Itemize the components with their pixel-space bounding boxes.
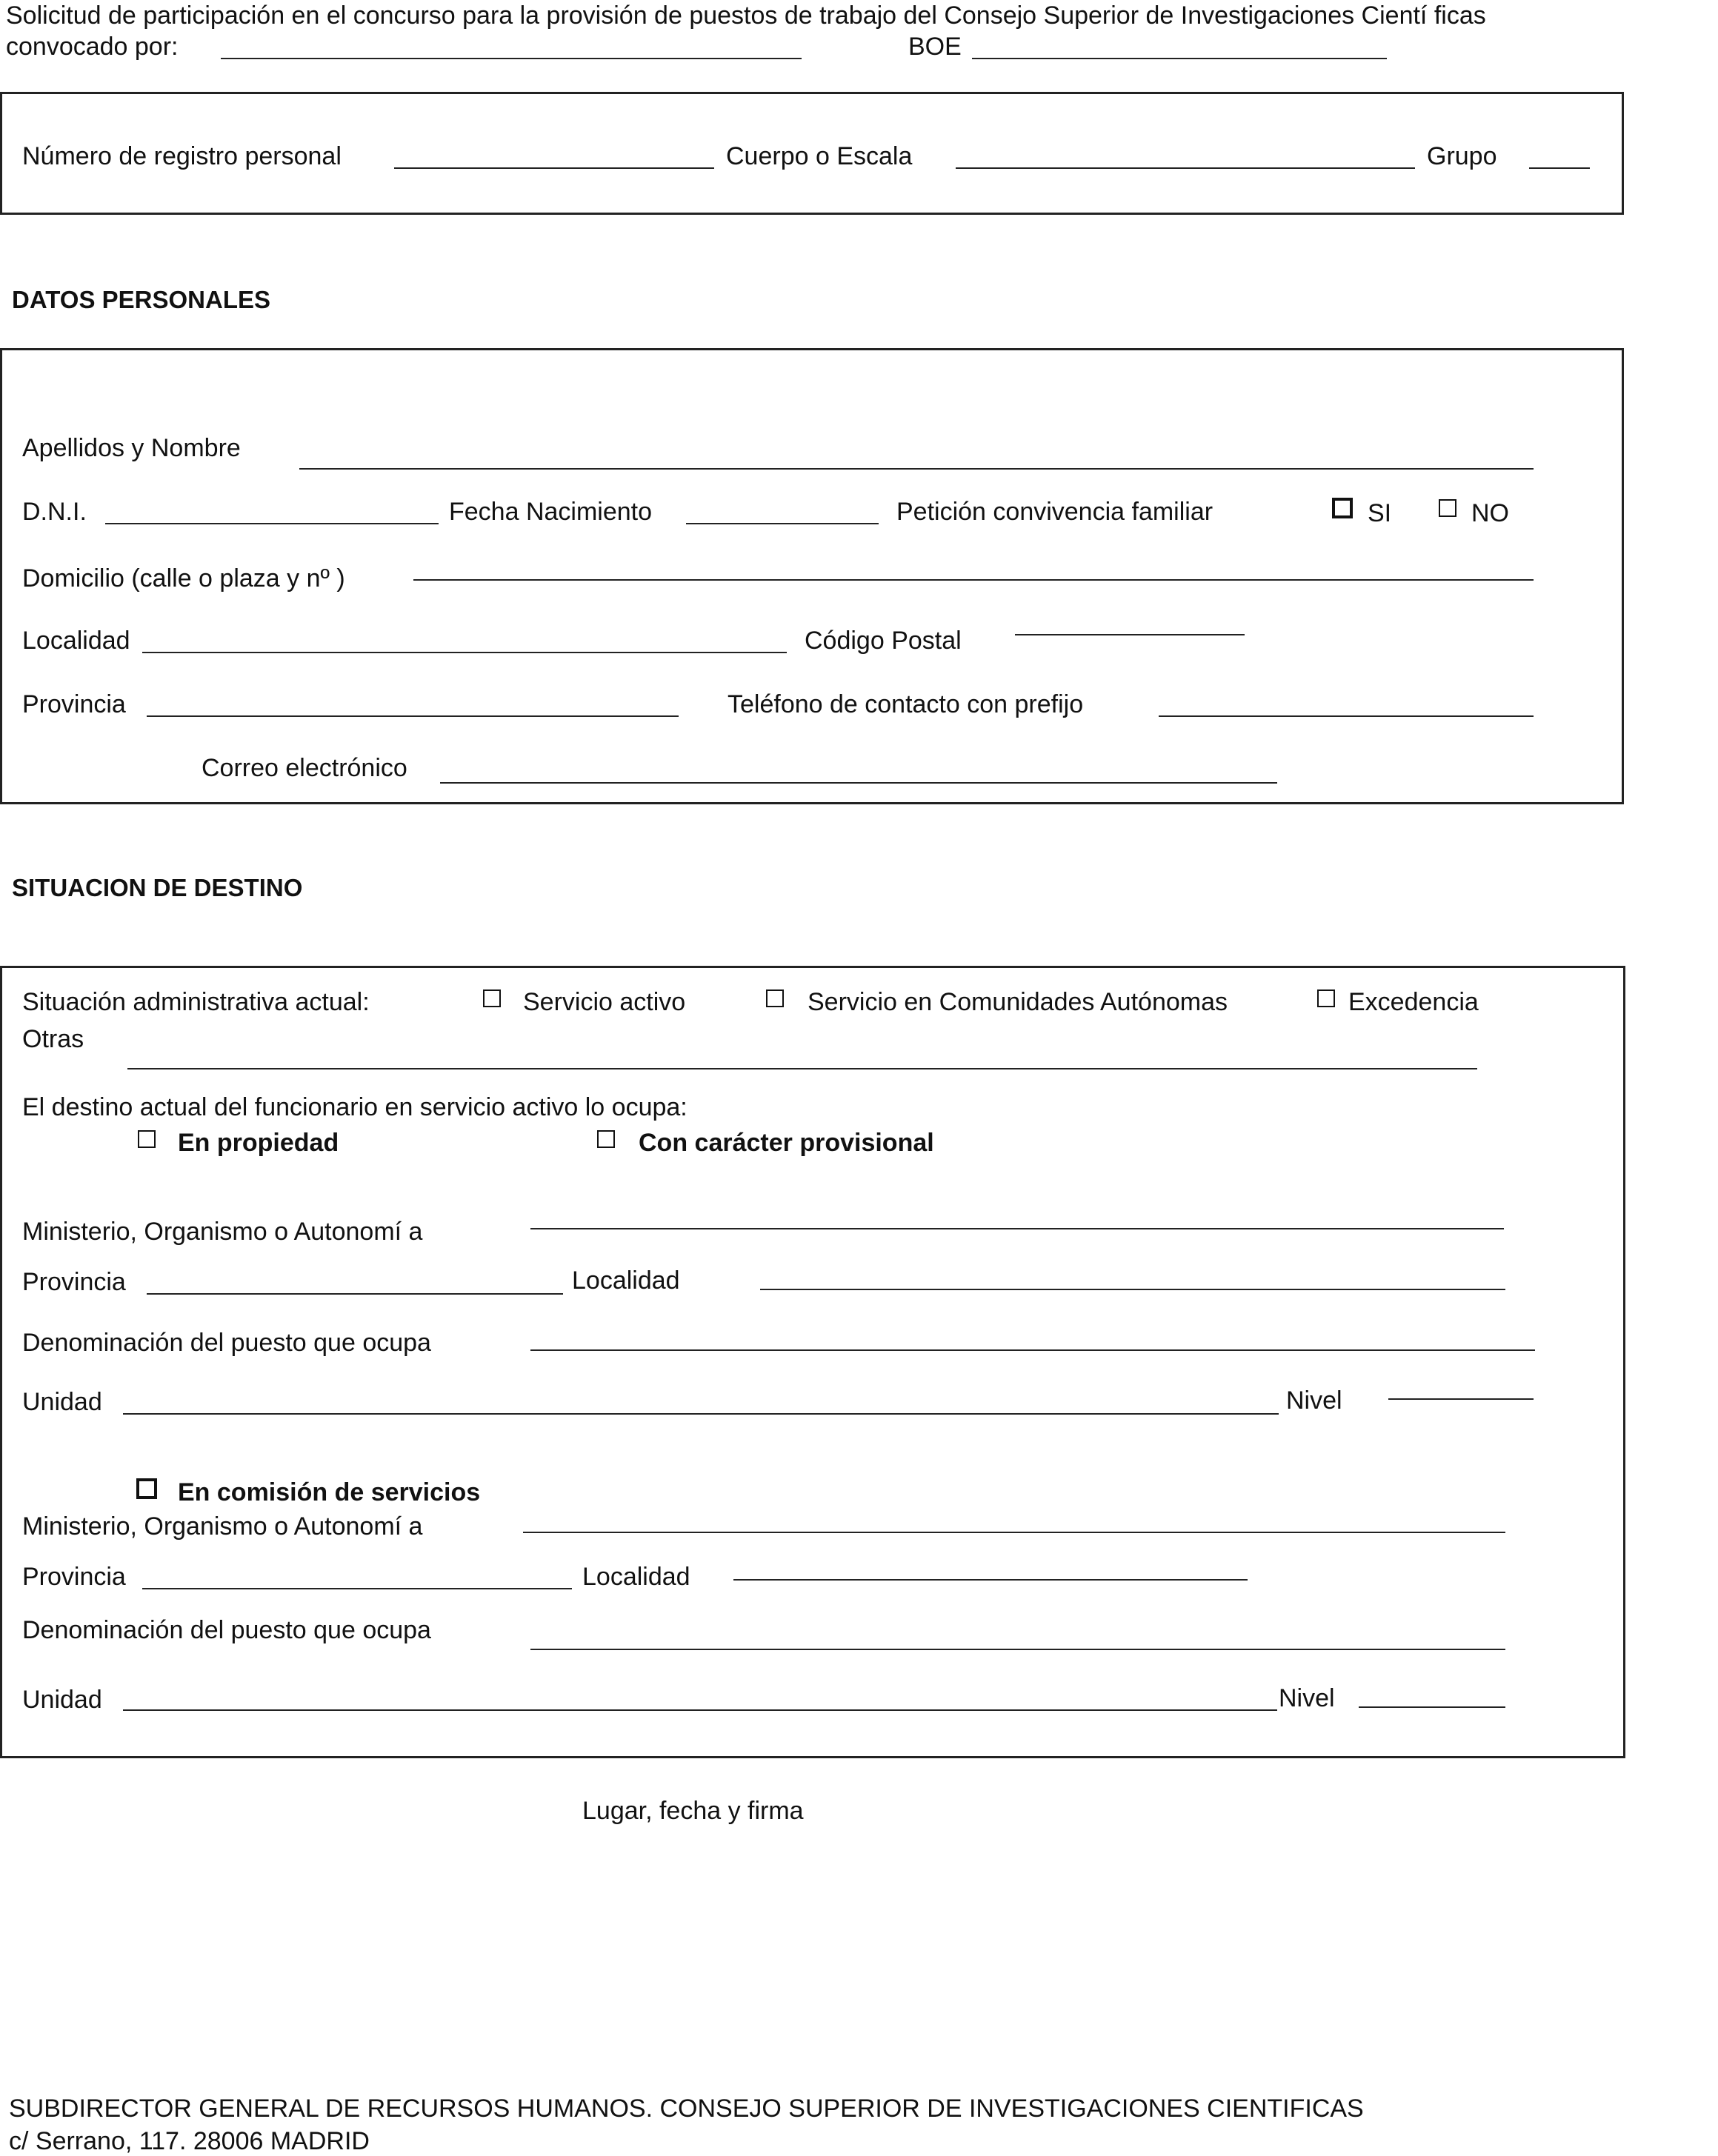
en-propiedad-label: En propiedad — [178, 1129, 339, 1157]
unidad-label: Unidad — [22, 1388, 102, 1416]
provincia-destino-field[interactable] — [147, 1293, 563, 1295]
form-title: Solicitud de participación en el concurso para la provisión de puestos de trabajo del Consejo Superior de Investigaciones Cientí ficas — [6, 1, 1486, 30]
otras-field[interactable] — [127, 1068, 1477, 1069]
comision-localidad-field[interactable] — [733, 1579, 1248, 1581]
si-label: SI — [1368, 499, 1392, 527]
numero-registro-label: Número de registro personal — [22, 142, 342, 170]
no-label: NO — [1471, 499, 1509, 527]
fecha-nacimiento-label: Fecha Nacimiento — [449, 498, 653, 526]
comision-ministerio-label: Ministerio, Organismo o Autonomí a — [22, 1512, 423, 1541]
convocado-label: convocado por: — [6, 33, 179, 61]
ministerio-field[interactable] — [530, 1228, 1504, 1229]
comision-localidad-label: Localidad — [582, 1563, 690, 1591]
boe-label: BOE — [908, 33, 962, 61]
cuerpo-escala-label: Cuerpo o Escala — [726, 142, 913, 170]
telefono-field[interactable] — [1159, 715, 1534, 717]
localidad-destino-label: Localidad — [572, 1266, 680, 1295]
destino-actual-label: El destino actual del funcionario en servicio activo lo ocupa: — [22, 1093, 687, 1121]
comision-ministerio-field[interactable] — [523, 1532, 1505, 1533]
unidad-field[interactable] — [123, 1413, 1279, 1415]
localidad-destino-field[interactable] — [760, 1289, 1505, 1290]
convocado-field[interactable] — [221, 58, 802, 59]
comision-provincia-label: Provincia — [22, 1563, 126, 1591]
footer-address-line2: c/ Serrano, 117. 28006 MADRID — [9, 2127, 370, 2155]
comision-denominacion-field[interactable] — [530, 1649, 1505, 1650]
denominacion-label: Denominación del puesto que ocupa — [22, 1329, 431, 1357]
correo-label: Correo electrónico — [202, 754, 407, 782]
apellidos-label: Apellidos y Nombre — [22, 434, 241, 462]
comision-unidad-label: Unidad — [22, 1686, 102, 1714]
nivel-field[interactable] — [1388, 1398, 1534, 1400]
codigo-postal-label: Código Postal — [805, 627, 962, 655]
boe-field[interactable] — [972, 58, 1387, 59]
servicio-ccaa-checkbox[interactable] — [766, 989, 784, 1007]
provisional-label: Con carácter provisional — [639, 1129, 934, 1157]
cuerpo-escala-field[interactable] — [956, 167, 1415, 169]
fecha-nacimiento-field[interactable] — [686, 523, 879, 524]
no-checkbox[interactable] — [1439, 499, 1456, 517]
servicio-activo-checkbox[interactable] — [483, 989, 501, 1007]
excedencia-checkbox[interactable] — [1317, 989, 1335, 1007]
si-checkbox[interactable] — [1332, 498, 1353, 518]
comision-servicios-label: En comisión de servicios — [178, 1478, 481, 1506]
peticion-convivencia-label: Petición convivencia familiar — [896, 498, 1213, 526]
comision-denominacion-label: Denominación del puesto que ocupa — [22, 1616, 431, 1644]
excedencia-label: Excedencia — [1348, 988, 1479, 1016]
situacion-destino-title: SITUACION DE DESTINO — [12, 874, 303, 901]
grupo-label: Grupo — [1427, 142, 1497, 170]
grupo-field[interactable] — [1529, 167, 1590, 169]
comision-provincia-field[interactable] — [142, 1588, 572, 1589]
dni-field[interactable] — [105, 523, 439, 524]
comision-unidad-field[interactable] — [123, 1709, 1277, 1711]
situacion-administrativa-label: Situación administrativa actual: — [22, 988, 370, 1016]
apellidos-field[interactable] — [299, 468, 1534, 470]
dni-label: D.N.I. — [22, 498, 87, 526]
servicio-activo-label: Servicio activo — [523, 988, 686, 1016]
comision-nivel-field[interactable] — [1359, 1706, 1505, 1708]
localidad-label: Localidad — [22, 627, 130, 655]
correo-field[interactable] — [440, 782, 1277, 784]
lugar-fecha-firma-label: Lugar, fecha y firma — [582, 1797, 804, 1825]
comision-nivel-label: Nivel — [1279, 1684, 1335, 1712]
provisional-checkbox[interactable] — [597, 1130, 615, 1148]
comision-servicios-checkbox[interactable] — [136, 1478, 157, 1499]
localidad-field[interactable] — [142, 652, 787, 653]
codigo-postal-field[interactable] — [1015, 634, 1245, 635]
servicio-ccaa-label: Servicio en Comunidades Autónomas — [808, 988, 1228, 1016]
domicilio-field[interactable] — [413, 579, 1534, 581]
numero-registro-field[interactable] — [394, 167, 714, 169]
footer-address-line1: SUBDIRECTOR GENERAL DE RECURSOS HUMANOS. CONSEJO SUPERIOR DE INVESTIGACIONES CIENTIFICAS — [9, 2095, 1364, 2123]
otras-label: Otras — [22, 1025, 84, 1053]
provincia-label: Provincia — [22, 690, 126, 718]
datos-personales-title: DATOS PERSONALES — [12, 286, 270, 313]
ministerio-label: Ministerio, Organismo o Autonomí a — [22, 1218, 423, 1246]
domicilio-label: Domicilio (calle o plaza y nº ) — [22, 564, 345, 593]
nivel-label: Nivel — [1286, 1386, 1342, 1415]
en-propiedad-checkbox[interactable] — [138, 1130, 156, 1148]
denominacion-field[interactable] — [530, 1349, 1535, 1351]
provincia-field[interactable] — [147, 715, 679, 717]
telefono-label: Teléfono de contacto con prefijo — [728, 690, 1084, 718]
provincia-destino-label: Provincia — [22, 1268, 126, 1296]
